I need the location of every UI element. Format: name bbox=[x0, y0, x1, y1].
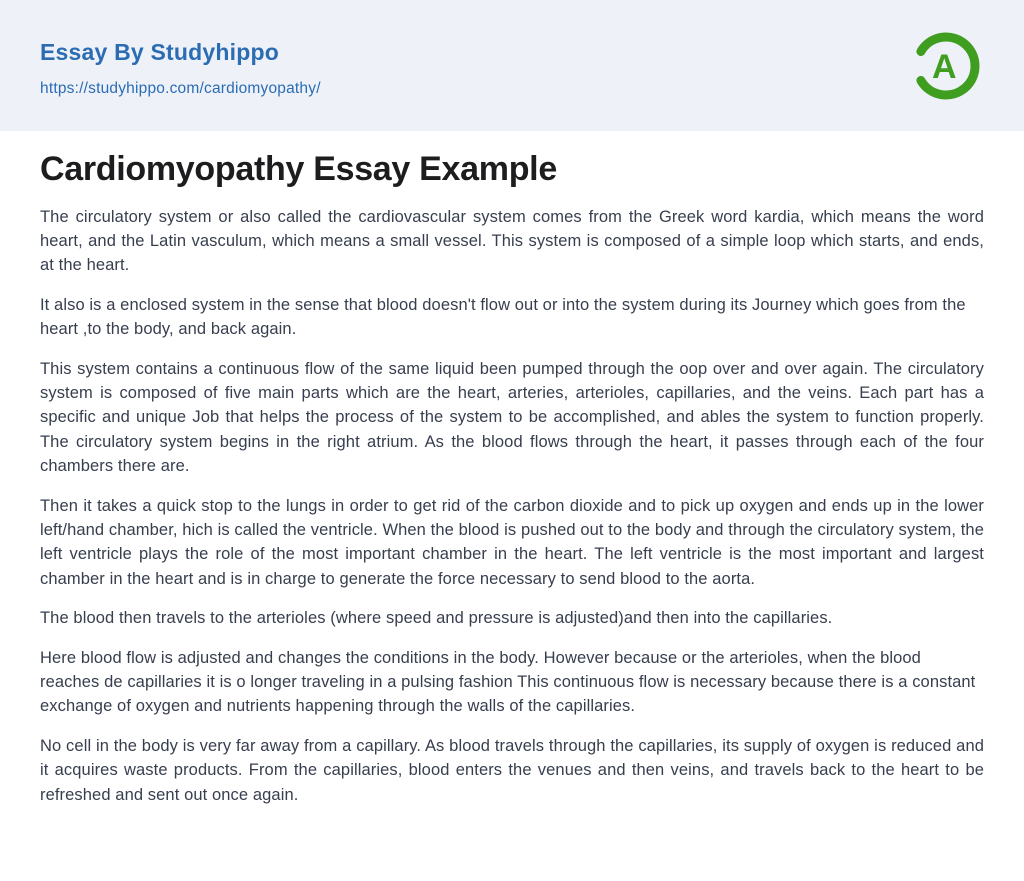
essay-paragraph: The circulatory system or also called the cardiovascular system comes from the Greek word kardia, which means the word heart, and the Latin vasculum, which means a small vessel. This system is composed of a simple loop which starts, and ends, at the heart. bbox=[40, 207, 984, 275]
essay-paragraph: No cell in the body is very far away from a capillary. As blood travels through the capillaries, its supply of oxygen is reduced and it acquires waste products. From the capillaries, blood enters the venues and then veins, and travels back to the heart to be refreshed and sent out once again. bbox=[40, 736, 984, 804]
logo-letter: A bbox=[932, 47, 957, 86]
essay-paragraph: The blood then travels to the arterioles (where speed and pressure is adjusted)and then into the capillaries. bbox=[40, 609, 833, 628]
essay-body bbox=[40, 205, 984, 808]
studyhippo-logo-icon bbox=[908, 28, 984, 104]
essay-paragraph: Then it takes a quick stop to the lungs in order to get rid of the carbon dioxide and to pick up oxygen and ends up in the lower left/hand chamber, hich is called the ventricle. When the blood is pushed out to the body and through the circulatory system, the left ventricle plays the role of the most important chamber in the heart. The left ventricle is the most important and largest chamber in the heart and is in charge to generate the force necessary to send blood to the aorta. bbox=[40, 496, 984, 588]
essay-content bbox=[0, 131, 1024, 807]
header-text-block bbox=[40, 33, 321, 99]
essay-paragraph: This system contains a continuous flow of the same liquid been pumped through the oop over and over again. The circulatory system is composed of five main parts which are the heart, arteries, arterioles, capillaries, and the veins. Each part has a specific and unique Job that helps the process of the system to be accomplished, and ables the system to function properly. The circulatory system begins in the right atrium. As the blood flows through the heart, it passes through each of the four chambers there are. bbox=[40, 359, 984, 476]
header-band bbox=[0, 0, 1024, 131]
essay-paragraph: Here blood flow is adjusted and changes the conditions in the body. However because or the arterioles, when the blood reaches de capillaries it is o longer traveling in a pulsing fashion This continuous flow is necessary because there is a constant exchange of oxygen and nutrients happening through the walls of the capillaries. bbox=[40, 648, 976, 716]
site-title: Essay By Studyhippo bbox=[40, 38, 279, 65]
page-title: Cardiomyopathy Essay Example bbox=[40, 150, 557, 188]
source-url-link[interactable]: https://studyhippo.com/cardiomyopathy/ bbox=[40, 80, 321, 98]
essay-paragraph: It also is a enclosed system in the sense that blood doesn't flow out or into the system during its Journey which goes from the heart ,to the body, and back again. bbox=[40, 295, 966, 339]
